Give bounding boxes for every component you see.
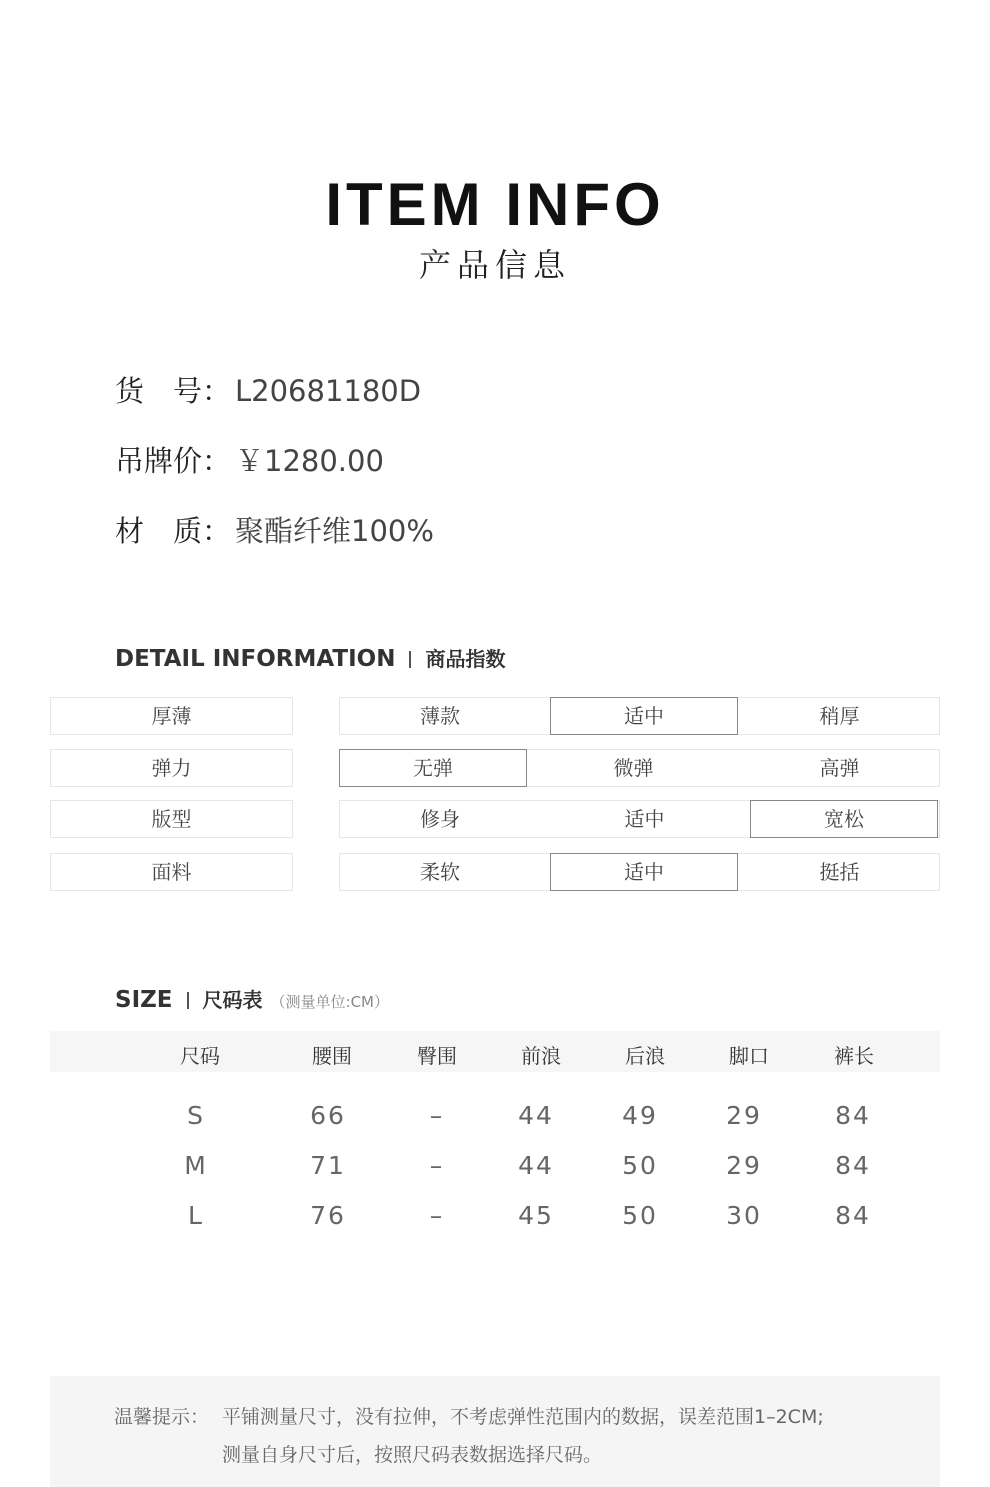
size-header-cell: 尺码 — [180, 1044, 220, 1068]
attribute-option-selected: 适中 — [550, 697, 738, 735]
attribute-options — [339, 697, 940, 735]
attribute-option: 稍厚 — [819, 704, 860, 728]
size-value-cell: 84 — [835, 1201, 871, 1230]
size-header-cell: 裤长 — [834, 1044, 874, 1068]
size-value-cell: 76 — [310, 1201, 346, 1230]
size-value-cell: 44 — [518, 1101, 554, 1130]
divider — [409, 651, 411, 668]
attribute-options — [339, 800, 940, 838]
info-row-sku — [115, 371, 421, 411]
size-value-cell: 45 — [518, 1201, 554, 1230]
attribute-option: 薄款 — [420, 704, 460, 728]
size-label-cell: S — [187, 1101, 205, 1130]
size-value-cell: 50 — [622, 1201, 658, 1230]
size-header-cell: 腰围 — [312, 1044, 352, 1068]
page-title-cn: 产品信息 — [418, 246, 571, 284]
attribute-option-selected: 适中 — [550, 853, 738, 891]
attribute-label: 面料 — [50, 853, 293, 891]
attribute-option: 修身 — [420, 807, 460, 831]
info-label: 货 号： — [115, 374, 232, 408]
info-value: L20681180D — [235, 374, 422, 408]
size-value-cell: 49 — [622, 1101, 658, 1130]
size-title-cn: 尺码表 — [202, 988, 263, 1012]
size-unit-note: （测量单位:CM） — [270, 993, 389, 1011]
size-section-header — [115, 985, 389, 1015]
size-value-cell: 29 — [726, 1151, 762, 1180]
attribute-option: 高弹 — [819, 756, 860, 780]
size-label-cell: M — [184, 1151, 208, 1180]
info-row-material — [115, 511, 434, 551]
attribute-label: 厚薄 — [50, 697, 293, 735]
attribute-option: 挺括 — [819, 860, 860, 884]
attribute-label: 弹力 — [50, 749, 293, 787]
info-row-price — [115, 441, 384, 481]
size-value-cell: – — [429, 1151, 445, 1180]
size-value-cell: 66 — [310, 1101, 346, 1130]
attribute-option-selected: 宽松 — [750, 800, 938, 838]
size-header-cell: 脚口 — [729, 1044, 769, 1068]
info-value: ￥1280.00 — [235, 444, 384, 478]
info-label: 吊牌价： — [115, 444, 232, 478]
size-value-cell: 84 — [835, 1151, 871, 1180]
attribute-option: 微弹 — [613, 756, 654, 780]
page-title-en: ITEM INFO — [325, 171, 665, 238]
detail-title-en: DETAIL INFORMATION — [115, 646, 396, 672]
info-value: 聚酯纤维100% — [235, 514, 434, 548]
tip-label: 温馨提示： — [114, 1406, 210, 1428]
divider — [187, 992, 189, 1009]
attribute-option: 柔软 — [420, 860, 460, 884]
size-header-cell: 臀围 — [417, 1044, 457, 1068]
size-value-cell: 71 — [310, 1151, 346, 1180]
attribute-options — [339, 853, 940, 891]
size-title-en: SIZE — [115, 987, 173, 1013]
detail-title-cn: 商品指数 — [425, 647, 506, 671]
size-header-cell: 前浪 — [521, 1044, 561, 1068]
attribute-label: 版型 — [50, 800, 293, 838]
size-value-cell: 44 — [518, 1151, 554, 1180]
size-value-cell: 30 — [726, 1201, 762, 1230]
size-header-cell: 后浪 — [625, 1044, 665, 1068]
size-value-cell: 84 — [835, 1101, 871, 1130]
tip-box — [50, 1376, 940, 1487]
detail-section-header — [115, 644, 505, 674]
tip-line-2: 测量自身尺寸后，按照尺码表数据选择尺码。 — [222, 1444, 603, 1466]
tip-line-1: 平铺测量尺寸，没有拉伸，不考虑弹性范围内的数据，误差范围1–2CM; — [222, 1406, 824, 1428]
size-value-cell: 50 — [622, 1151, 658, 1180]
size-value-cell: 29 — [726, 1101, 762, 1130]
attribute-options — [339, 749, 940, 787]
size-value-cell: – — [429, 1201, 445, 1230]
size-label-cell: L — [188, 1201, 204, 1230]
attribute-option-selected: 无弹 — [339, 749, 527, 787]
size-value-cell: – — [429, 1101, 445, 1130]
info-label: 材 质： — [115, 514, 232, 548]
attribute-option: 适中 — [624, 807, 665, 831]
